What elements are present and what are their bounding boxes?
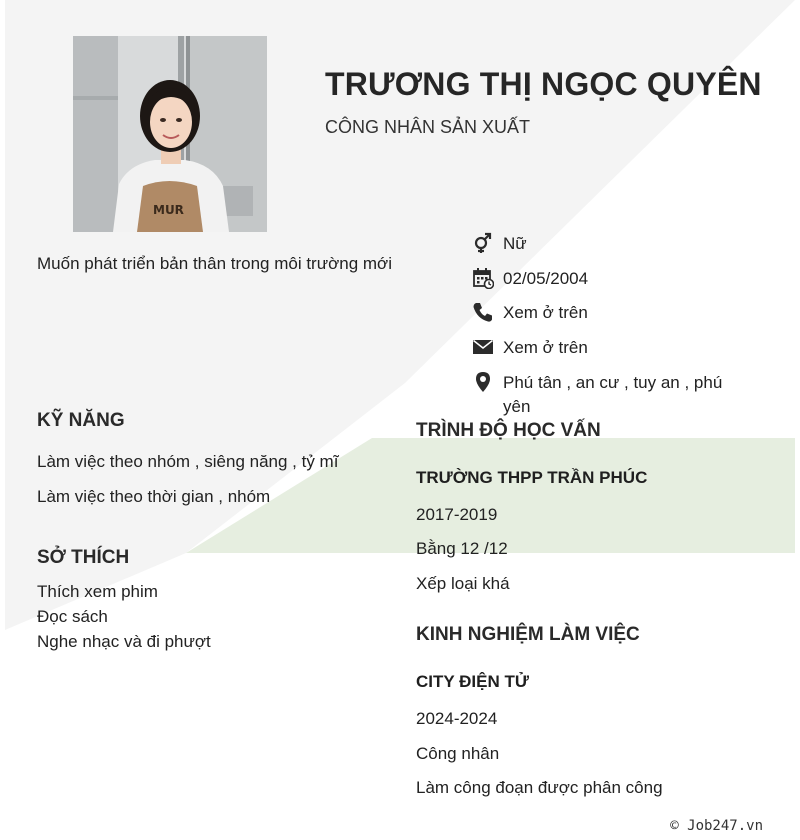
- info-birthday: [472, 267, 752, 291]
- skill-item: Làm việc theo nhóm , siêng năng , tỷ mĩ: [37, 452, 339, 471]
- calendar-icon: [472, 267, 494, 289]
- hobby-item: Nghe nhạc và đi phượt: [37, 632, 211, 651]
- phone-value: Xem ở trên: [503, 303, 588, 322]
- experience-role: Công nhân: [416, 744, 500, 763]
- company-name: CITY ĐIỆN TỬ: [416, 672, 529, 691]
- experience-period: 2024-2024: [416, 709, 498, 728]
- gender-icon: [472, 232, 494, 254]
- education-rank: Xếp loại khá: [416, 574, 510, 593]
- footer-watermark: © Job247.vn: [670, 818, 763, 834]
- candidate-name: TRƯƠNG THỊ NGỌC QUYÊN: [325, 66, 762, 102]
- envelope-icon: [472, 336, 494, 358]
- hobbies-heading: SỞ THÍCH: [37, 547, 130, 568]
- svg-text:MUR: MUR: [153, 203, 184, 217]
- hobby-item: Thích xem phim: [37, 582, 158, 601]
- info-address: [472, 371, 752, 419]
- address-value: Phú tân , an cư , tuy an , phú yên: [503, 373, 723, 416]
- education-period: 2017-2019: [416, 505, 498, 524]
- career-objective: Muốn phát triển bản thân trong môi trường mới: [37, 254, 392, 273]
- experience-description: Làm công đoạn được phân công: [416, 778, 663, 797]
- education-degree: Bằng 12 /12: [416, 539, 508, 558]
- email-value: Xem ở trên: [503, 338, 588, 357]
- skills-heading: KỸ NĂNG: [37, 410, 125, 431]
- gender-value: Nữ: [503, 234, 527, 253]
- skill-item: Làm việc theo thời gian , nhóm: [37, 487, 271, 506]
- school-name: TRƯỜNG THPP TRẦN PHÚC: [416, 468, 648, 487]
- info-email: [472, 336, 752, 360]
- info-phone: [472, 301, 752, 325]
- info-gender: [472, 232, 752, 256]
- experience-heading: KINH NGHIỆM LÀM VIỆC: [416, 624, 640, 645]
- hobby-item: Đọc sách: [37, 607, 108, 626]
- education-heading: TRÌNH ĐỘ HỌC VẤN: [416, 420, 601, 441]
- profile-photo: [73, 36, 267, 232]
- location-pin-icon: [472, 371, 494, 393]
- birthday-value: 02/05/2004: [503, 269, 589, 288]
- phone-icon: [472, 301, 494, 323]
- job-title: CÔNG NHÂN SẢN XUẤT: [325, 117, 531, 137]
